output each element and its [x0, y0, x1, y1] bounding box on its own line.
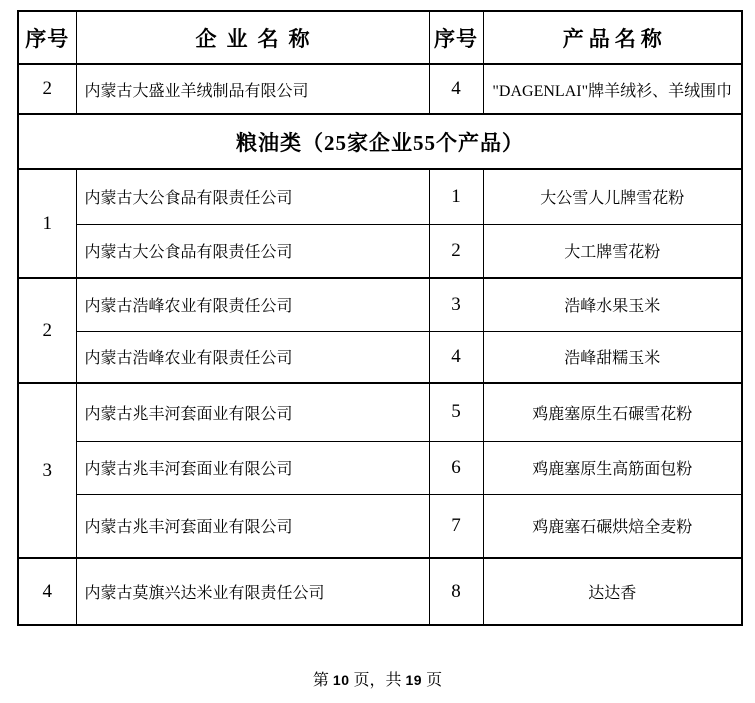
- company-name-cell: 内蒙古大公食品有限责任公司: [76, 224, 429, 278]
- company-seq-cell: 4: [18, 558, 76, 625]
- table-row: [18, 441, 742, 494]
- product-seq-cell: 4: [429, 331, 483, 383]
- table-row: [18, 224, 742, 278]
- company-name-cell: 内蒙古大盛业羊绒制品有限公司: [76, 64, 429, 114]
- product-name-cell: 鸡鹿塞原生高筋面包粉: [483, 441, 742, 494]
- table-row: [18, 278, 742, 331]
- product-seq-cell: 8: [429, 558, 483, 625]
- product-seq-cell: 2: [429, 224, 483, 278]
- page-footer: [0, 668, 755, 693]
- table-row: [18, 331, 742, 383]
- product-seq-cell: 5: [429, 383, 483, 441]
- footer-prefix: 第: [312, 672, 333, 689]
- company-name-cell: 内蒙古浩峰农业有限责任公司: [76, 278, 429, 331]
- company-seq-cell: 1: [18, 169, 76, 278]
- table-row: [18, 383, 742, 441]
- product-name-cell: 鸡鹿塞原生石碾雪花粉: [483, 383, 742, 441]
- table-row: [18, 494, 742, 558]
- products-table: [17, 10, 743, 626]
- product-seq-cell: 7: [429, 494, 483, 558]
- header-col-product: 产品名称: [483, 11, 742, 64]
- product-name-cell: 鸡鹿塞石碾烘焙全麦粉: [483, 494, 742, 558]
- company-name-cell: 内蒙古兆丰河套面业有限公司: [76, 441, 429, 494]
- product-name-cell: 大公雪人儿牌雪花粉: [483, 169, 742, 224]
- table-header-row: [18, 11, 742, 64]
- footer-page-number: 10: [332, 672, 350, 688]
- product-name-cell: "DAGENLAI"牌羊绒衫、羊绒围巾: [483, 64, 742, 114]
- company-name-cell: 内蒙古大公食品有限责任公司: [76, 169, 429, 224]
- company-name-cell: 内蒙古兆丰河套面业有限公司: [76, 494, 429, 558]
- company-name-cell: 内蒙古莫旗兴达米业有限责任公司: [76, 558, 429, 625]
- company-seq-cell: 2: [18, 64, 76, 114]
- company-seq-cell: 3: [18, 383, 76, 558]
- product-seq-cell: 1: [429, 169, 483, 224]
- table-row: [18, 169, 742, 224]
- table-row: [18, 64, 742, 114]
- product-seq-cell: 4: [429, 64, 483, 114]
- header-col-seq-left: 序号: [18, 11, 76, 64]
- section-title-cell: 粮油类（25家企业55个产品）: [18, 114, 742, 169]
- footer-suffix: 页: [422, 672, 443, 689]
- footer-total-pages: 19: [405, 672, 423, 688]
- product-name-cell: 达达香: [483, 558, 742, 625]
- header-col-company: 企业名称: [76, 11, 429, 64]
- section-header-row: [18, 114, 742, 169]
- header-col-seq-right: 序号: [429, 11, 483, 64]
- product-name-cell: 大工牌雪花粉: [483, 224, 742, 278]
- company-name-cell: 内蒙古浩峰农业有限责任公司: [76, 331, 429, 383]
- product-seq-cell: 3: [429, 278, 483, 331]
- product-name-cell: 浩峰甜糯玉米: [483, 331, 742, 383]
- company-name-cell: 内蒙古兆丰河套面业有限公司: [76, 383, 429, 441]
- table-row: [18, 558, 742, 625]
- footer-middle: 页，共: [349, 672, 406, 689]
- company-seq-cell: 2: [18, 278, 76, 383]
- product-seq-cell: 6: [429, 441, 483, 494]
- product-name-cell: 浩峰水果玉米: [483, 278, 742, 331]
